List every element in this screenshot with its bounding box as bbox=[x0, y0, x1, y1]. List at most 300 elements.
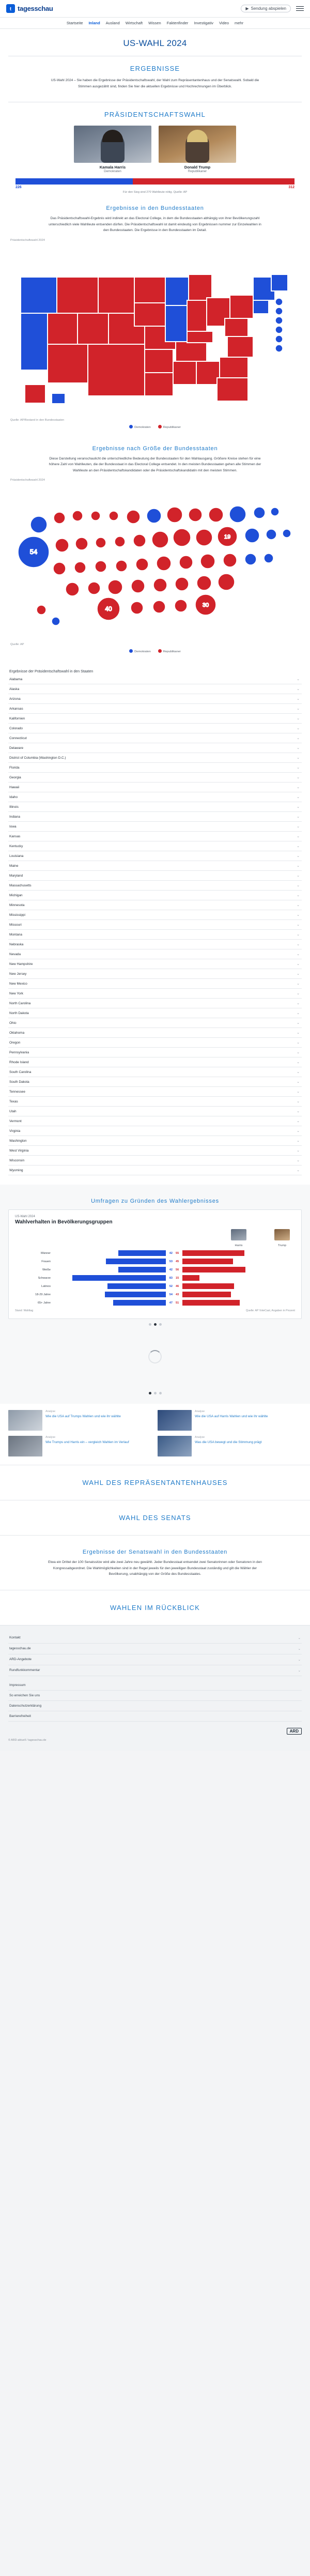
survey-kicker: US-Wahl 2024 bbox=[15, 1215, 35, 1219]
state-row-label: Virginia bbox=[9, 1129, 21, 1133]
teaser-meta: Analyse bbox=[45, 1436, 56, 1439]
teaser-item[interactable] bbox=[8, 1436, 152, 1456]
state-row[interactable] bbox=[8, 989, 302, 999]
chevron-down-icon: ⌄ bbox=[297, 717, 300, 721]
state-row[interactable] bbox=[8, 832, 302, 841]
state-row[interactable] bbox=[8, 940, 302, 949]
chart-value-trump: 43 bbox=[176, 1293, 179, 1296]
chevron-down-icon: ⌄ bbox=[298, 1647, 301, 1651]
cartogram-heading: Ergebnisse nach Größe der Bundesstaaten bbox=[92, 445, 218, 452]
chart-row bbox=[15, 1266, 295, 1273]
state-row-label: North Dakota bbox=[9, 1011, 29, 1015]
teaser-item[interactable] bbox=[8, 1410, 152, 1431]
state-row[interactable] bbox=[8, 1077, 302, 1087]
chevron-down-icon: ⌄ bbox=[297, 746, 300, 750]
state-row[interactable] bbox=[8, 773, 302, 783]
carousel-dot-2[interactable] bbox=[154, 1392, 157, 1394]
state-row-label: Massachusetts bbox=[9, 883, 32, 887]
state-row-label: Minnesota bbox=[9, 903, 25, 907]
chevron-down-icon: ⌄ bbox=[297, 678, 300, 682]
chart-value-trump: 55 bbox=[176, 1251, 179, 1255]
elector-count-dem: 226 bbox=[16, 186, 22, 190]
state-row-label: Maine bbox=[9, 864, 19, 868]
teaser-item[interactable] bbox=[158, 1436, 302, 1456]
state-row[interactable] bbox=[8, 1097, 302, 1107]
footer-links[interactable] bbox=[8, 1680, 302, 1722]
ts-logo-icon: t bbox=[6, 4, 15, 13]
chart-foot-left: Stand: Wahltag bbox=[15, 1309, 34, 1313]
state-row-label: Arizona bbox=[9, 697, 21, 701]
teaser-thumb-4 bbox=[158, 1436, 192, 1456]
legend-rep: Republikaner bbox=[158, 425, 181, 429]
chevron-down-icon: ⌄ bbox=[297, 776, 300, 780]
state-row-label: Florida bbox=[9, 765, 20, 770]
state-row-label: Montana bbox=[9, 932, 22, 937]
chart-row-label: Frauen bbox=[41, 1260, 51, 1263]
nav-item-2[interactable]: Ausland bbox=[105, 21, 120, 25]
state-row-label: Arkansas bbox=[9, 707, 23, 711]
candidate-party: Republikaner bbox=[188, 170, 207, 174]
chevron-down-icon: ⌄ bbox=[297, 815, 300, 819]
state-row-label: Alabama bbox=[9, 677, 23, 681]
teaser-grid bbox=[0, 1404, 310, 1465]
state-row-label: Tennessee bbox=[9, 1090, 25, 1094]
chart-bar-harris bbox=[118, 1267, 166, 1272]
chevron-down-icon: ⌄ bbox=[297, 1061, 300, 1065]
state-row[interactable] bbox=[8, 1067, 302, 1077]
chevron-down-icon: ⌄ bbox=[297, 874, 300, 878]
state-row-label: Nebraska bbox=[9, 942, 24, 946]
chevron-down-icon: ⌄ bbox=[297, 1011, 300, 1016]
chevron-down-icon: ⌄ bbox=[297, 854, 300, 858]
carousel-dot-3[interactable] bbox=[159, 1392, 162, 1394]
chevron-down-icon: ⌄ bbox=[297, 756, 300, 760]
chart-row-label: 65+ Jahre bbox=[37, 1301, 51, 1305]
map-subtitle: Präsidentschaftswahl 2024 bbox=[10, 238, 45, 242]
state-row-label: Utah bbox=[9, 1109, 17, 1113]
cartogram-source: Quelle: AP bbox=[10, 643, 24, 647]
chevron-down-icon: ⌄ bbox=[297, 1159, 300, 1163]
state-row[interactable] bbox=[8, 1048, 302, 1057]
chart-bar-trump bbox=[182, 1275, 199, 1281]
chart-bar-harris bbox=[107, 1283, 166, 1289]
state-row-label: Mississippi bbox=[9, 913, 25, 917]
chart-row-label: Schwarze bbox=[38, 1276, 51, 1280]
map-legend bbox=[8, 425, 302, 429]
state-row-label: Missouri bbox=[9, 923, 22, 927]
results-intro-text: US-Wahl 2024 – Sie haben die Ergebnisse der Präsidentschaftswahl, der Wahl zum Repräsentantenhaus und der Senatswahl. Sobald die Stimmen ausgezählt sind, finden Sie hier die aktuellen Ergebnisse und Hochrechnungen im Überblick. bbox=[51, 79, 259, 88]
page-title: US-WAHL 2024 bbox=[123, 38, 187, 48]
state-row[interactable] bbox=[8, 861, 302, 871]
chevron-down-icon: ⌄ bbox=[297, 953, 300, 957]
chart-bar-trump bbox=[182, 1283, 234, 1289]
svg-text:19: 19 bbox=[224, 534, 231, 541]
state-row-label: Louisiana bbox=[9, 854, 24, 858]
footer-link-label: Barrierefreiheit bbox=[9, 1714, 31, 1718]
chart-value-trump: 45 bbox=[176, 1260, 179, 1263]
chevron-down-icon: ⌄ bbox=[297, 795, 300, 800]
teaser-item[interactable] bbox=[158, 1410, 302, 1431]
state-row-label: Ohio bbox=[9, 1021, 17, 1025]
chevron-down-icon: ⌄ bbox=[297, 884, 300, 888]
elector-bar-dem bbox=[16, 178, 133, 185]
candidate-party: Demokraten bbox=[104, 170, 121, 174]
state-row-label: Connecticut bbox=[9, 736, 27, 740]
chevron-down-icon: ⌄ bbox=[297, 1129, 300, 1133]
chart-row bbox=[15, 1283, 295, 1290]
play-icon: ▶ bbox=[245, 6, 249, 11]
chevron-down-icon: ⌄ bbox=[297, 894, 300, 898]
svg-text:54: 54 bbox=[29, 548, 38, 556]
footer-link-row[interactable] bbox=[8, 1701, 302, 1711]
chevron-down-icon: ⌄ bbox=[298, 1668, 301, 1673]
carousel-dot-3[interactable] bbox=[159, 1323, 162, 1326]
state-row-label: Wyoming bbox=[9, 1168, 23, 1172]
state-row[interactable] bbox=[8, 841, 302, 851]
chart-value-harris: 42 bbox=[169, 1268, 173, 1271]
state-row[interactable] bbox=[8, 714, 302, 724]
state-row[interactable] bbox=[8, 1166, 302, 1175]
elector-bar-caption: Für den Sieg sind 270 Wahlleute nötig. Quelle: AP bbox=[122, 191, 188, 194]
senate-results-text: Etwa ein Drittel der 100 Senatssitze wird alle zwei Jahre neu gewählt. Jeder Bundesstaat entsendet zwei Senatorinnen oder Senatoren in den Kongressabgeordnet. Die Wahlmöglichkeiten sind in der Regel jeweils für den jeweiligen Bundesstaat zuständig und gilt die Wähler der Bevölkerung, unabhängig von der Größe des Bundesstaates. bbox=[48, 1560, 262, 1576]
teaser-meta: Analyse bbox=[195, 1410, 205, 1414]
state-row[interactable] bbox=[8, 1028, 302, 1038]
state-row-label: New Jersey bbox=[9, 972, 27, 976]
main-navigation[interactable] bbox=[0, 18, 310, 29]
harris-portrait bbox=[74, 126, 151, 163]
state-row[interactable] bbox=[8, 684, 302, 694]
footer-link-label: So erreichen Sie uns bbox=[9, 1693, 40, 1697]
nav-item-6[interactable]: Investigativ bbox=[194, 21, 213, 25]
state-row[interactable] bbox=[8, 792, 302, 802]
loading-area bbox=[8, 1326, 302, 1388]
state-row[interactable] bbox=[8, 930, 302, 940]
house-section-heading: WAHL DES REPRÄSENTANTENHAUSES bbox=[0, 1465, 310, 1500]
chart-value-harris: 42 bbox=[169, 1251, 173, 1255]
state-row[interactable] bbox=[8, 881, 302, 891]
state-row[interactable] bbox=[8, 871, 302, 881]
legend-dem: Demokraten bbox=[129, 425, 151, 429]
chevron-down-icon: ⌄ bbox=[297, 1041, 300, 1045]
state-row[interactable] bbox=[8, 910, 302, 920]
state-row[interactable] bbox=[8, 920, 302, 930]
footer-row-label: tagesschau.de bbox=[9, 1647, 31, 1651]
state-row-label: Kansas bbox=[9, 834, 21, 838]
carousel-dot-1[interactable] bbox=[149, 1323, 151, 1326]
chevron-down-icon: ⌄ bbox=[297, 972, 300, 976]
chart-foot-right: Quelle: AP VoteCast, Angaben in Prozent bbox=[245, 1309, 295, 1313]
state-row[interactable] bbox=[8, 1087, 302, 1097]
chart-bar-harris bbox=[106, 1259, 166, 1264]
footer-link-label: Impressum bbox=[9, 1683, 26, 1687]
candidate-name: Kamala Harris bbox=[99, 165, 126, 170]
chevron-down-icon: ⌄ bbox=[297, 687, 300, 692]
chevron-down-icon: ⌄ bbox=[297, 737, 300, 741]
chart-row-label: Weiße bbox=[42, 1268, 51, 1271]
state-row[interactable] bbox=[8, 1126, 302, 1136]
state-row-label: Illinois bbox=[9, 805, 19, 809]
candidate-trump[interactable] bbox=[159, 126, 236, 173]
chevron-down-icon: ⌄ bbox=[297, 697, 300, 701]
footer-brand-row bbox=[8, 1728, 302, 1735]
footer-link-row[interactable] bbox=[8, 1680, 302, 1691]
state-results-block bbox=[0, 197, 310, 438]
survey-heading: Umfragen zu Gründen des Wahlergebnisses bbox=[91, 1198, 219, 1205]
chart-row-label: Latinos bbox=[41, 1284, 51, 1288]
footer-link-row[interactable] bbox=[8, 1711, 302, 1722]
state-row[interactable] bbox=[8, 1018, 302, 1028]
teaser-title[interactable]: Was die USA bewegt und die Stimmung prägt bbox=[195, 1440, 262, 1445]
state-row[interactable] bbox=[8, 999, 302, 1008]
state-row[interactable] bbox=[8, 1107, 302, 1116]
legend-rep: Republikaner bbox=[158, 649, 181, 653]
state-row[interactable] bbox=[8, 1008, 302, 1018]
cartogram-subtitle: Präsidentschaftswahl 2024 bbox=[10, 479, 45, 482]
footer-row-label: Kontakt bbox=[9, 1636, 21, 1640]
carousel-dots-secondary[interactable] bbox=[8, 1392, 302, 1394]
chart-value-trump: 15 bbox=[176, 1276, 179, 1280]
chevron-down-icon: ⌄ bbox=[297, 845, 300, 849]
state-row-label: District of Columbia (Washington D.C.) bbox=[9, 756, 66, 760]
state-row[interactable] bbox=[8, 891, 302, 900]
play-broadcast-button[interactable] bbox=[241, 5, 291, 12]
chevron-down-icon: ⌄ bbox=[297, 982, 300, 986]
chevron-down-icon: ⌄ bbox=[297, 923, 300, 927]
site-footer bbox=[0, 1625, 310, 1751]
teaser-title[interactable]: Wie die USA auf Trumps Wahlen und wie ihr wählte bbox=[45, 1415, 121, 1419]
copyright: © ARD-aktuell / tagesschau.de bbox=[8, 1738, 47, 1742]
chevron-down-icon: ⌄ bbox=[298, 1658, 301, 1662]
state-row-label: Texas bbox=[9, 1099, 18, 1103]
chart-value-harris: 53 bbox=[169, 1260, 173, 1263]
chevron-down-icon: ⌄ bbox=[297, 786, 300, 790]
logo-label: tagesschau bbox=[18, 5, 53, 12]
chart-row bbox=[15, 1275, 295, 1281]
trump-portrait bbox=[159, 126, 236, 163]
teaser-title[interactable]: Wie Trumps und Harris ein – vergleich Wahlen im Verlauf bbox=[45, 1440, 129, 1445]
chevron-down-icon: ⌄ bbox=[297, 1149, 300, 1153]
teaser-thumb-1 bbox=[8, 1410, 42, 1431]
state-row-label: Nevada bbox=[9, 952, 21, 956]
state-row-label: New Hampshire bbox=[9, 962, 33, 966]
hamburger-menu-icon[interactable] bbox=[296, 6, 304, 11]
state-row-label: Pennsylvania bbox=[9, 1050, 29, 1054]
footer-link-row[interactable] bbox=[8, 1691, 302, 1701]
chart-bar-trump bbox=[182, 1300, 240, 1306]
chevron-down-icon: ⌄ bbox=[298, 1636, 301, 1640]
presidential-heading: PRÄSIDENTSCHAFTSWAHL bbox=[104, 111, 206, 119]
chevron-down-icon: ⌄ bbox=[297, 1080, 300, 1084]
chart-row-label: Männer bbox=[41, 1251, 51, 1255]
state-row[interactable] bbox=[8, 1057, 302, 1067]
teaser-thumb-2 bbox=[158, 1410, 192, 1431]
candidate-row bbox=[8, 124, 302, 173]
state-row-label: Oregon bbox=[9, 1040, 21, 1045]
results-heading: ERGEBNISSE bbox=[130, 65, 180, 72]
elector-count-rep: 312 bbox=[288, 186, 295, 190]
state-row-label: Wisconsin bbox=[9, 1158, 25, 1162]
state-row[interactable] bbox=[8, 1116, 302, 1126]
state-row[interactable] bbox=[8, 1038, 302, 1048]
teaser-thumb-3 bbox=[8, 1436, 42, 1456]
chart-row bbox=[15, 1250, 295, 1256]
state-row[interactable] bbox=[8, 1136, 302, 1146]
chevron-down-icon: ⌄ bbox=[297, 913, 300, 917]
retrospective-section-heading: WAHLEN IM RÜCKBLICK bbox=[0, 1590, 310, 1625]
state-row[interactable] bbox=[8, 979, 302, 989]
survey-card bbox=[8, 1209, 302, 1319]
chevron-down-icon: ⌄ bbox=[297, 1169, 300, 1173]
senate-section-heading: WAHL DES SENATS bbox=[0, 1500, 310, 1535]
chart-bar-trump bbox=[182, 1267, 245, 1272]
nav-item-0[interactable]: Startseite bbox=[66, 21, 83, 25]
chart-bar-trump bbox=[182, 1259, 233, 1264]
chart-value-harris: 52 bbox=[169, 1284, 173, 1288]
chevron-down-icon: ⌄ bbox=[297, 1110, 300, 1114]
state-row[interactable] bbox=[8, 694, 302, 704]
state-accordion-section bbox=[0, 670, 310, 1185]
nav-item-3[interactable]: Wirtschaft bbox=[125, 21, 143, 25]
teaser-meta: Analyse bbox=[195, 1436, 205, 1439]
ard-logo[interactable]: ARD bbox=[287, 1728, 302, 1735]
footer-accordion-row[interactable] bbox=[8, 1665, 302, 1676]
chart-header-trump: Trump bbox=[272, 1229, 292, 1248]
chevron-down-icon: ⌄ bbox=[297, 933, 300, 937]
state-row-label: West Virginia bbox=[9, 1148, 29, 1153]
chevron-down-icon: ⌄ bbox=[297, 1139, 300, 1143]
chart-column-headers bbox=[15, 1229, 295, 1248]
chart-header-harris: Harris bbox=[229, 1229, 249, 1248]
chart-bar-harris bbox=[118, 1250, 166, 1256]
state-row-label: South Dakota bbox=[9, 1080, 29, 1084]
state-row[interactable] bbox=[8, 900, 302, 910]
footer-accordion-row[interactable] bbox=[8, 1654, 302, 1665]
chart-value-harris: 83 bbox=[169, 1276, 173, 1280]
elector-bar-values bbox=[16, 186, 295, 189]
chevron-down-icon: ⌄ bbox=[297, 1051, 300, 1055]
cartogram-legend bbox=[8, 649, 302, 653]
state-results-text: Das Präsidentschaftswahl-Ergebnis wird indirekt an das Electoral College, in dem die Bundesstaaten abhängig von ihrer Bevölkerungszahl unterschiedlich viele Wahlleute entsenden dürfen. Die Präsidentschaftswahl ist damit eindeutig von Ergebnissen nummer zur Einzelwahlen in den Bundesstaaten. Die Ergebnisse in den Bundesstaaten im Detail. bbox=[49, 217, 261, 233]
chevron-down-icon: ⌄ bbox=[297, 1120, 300, 1124]
state-row-label: Georgia bbox=[9, 775, 21, 779]
state-row[interactable] bbox=[8, 1146, 302, 1156]
state-row[interactable] bbox=[8, 959, 302, 969]
nav-item-5[interactable]: Faktenfinder bbox=[166, 21, 189, 25]
senate-results-heading: Ergebnisse der Senatswahl in den Bundesstaaten bbox=[82, 1549, 228, 1556]
state-list[interactable] bbox=[8, 674, 302, 1175]
logo-text bbox=[18, 5, 53, 12]
harris-thumb-icon bbox=[231, 1229, 246, 1240]
senate-results-block bbox=[0, 1535, 310, 1590]
chevron-down-icon: ⌄ bbox=[297, 805, 300, 809]
chart-bar-trump bbox=[182, 1292, 231, 1297]
chart-value-trump: 46 bbox=[176, 1284, 179, 1288]
state-row[interactable] bbox=[8, 783, 302, 792]
state-row-label: New Mexico bbox=[9, 982, 27, 986]
state-row[interactable] bbox=[8, 753, 302, 763]
cartogram-block bbox=[0, 438, 310, 663]
results-section bbox=[0, 56, 310, 102]
presidential-section bbox=[0, 102, 310, 197]
teaser-title[interactable]: Wie die USA auf Harris Wahlen und wie ihr wählte bbox=[195, 1415, 268, 1419]
footer-link-label: Datenschutzerklärung bbox=[9, 1704, 42, 1708]
chevron-down-icon: ⌄ bbox=[297, 1031, 300, 1035]
state-row[interactable] bbox=[8, 674, 302, 684]
legend-dem: Demokraten bbox=[129, 649, 151, 653]
state-row[interactable] bbox=[8, 704, 302, 714]
elector-bar-rep bbox=[133, 178, 295, 185]
carousel-dot-1[interactable] bbox=[149, 1392, 151, 1394]
state-row[interactable] bbox=[8, 822, 302, 832]
footer-accordion-row[interactable] bbox=[8, 1644, 302, 1654]
state-row-label: Kalifornien bbox=[9, 716, 25, 720]
state-row[interactable] bbox=[8, 949, 302, 959]
state-row[interactable] bbox=[8, 812, 302, 822]
teaser-meta: Analyse bbox=[45, 1410, 56, 1414]
elector-bar bbox=[16, 178, 295, 185]
state-row[interactable] bbox=[8, 969, 302, 979]
state-row-label: Indiana bbox=[9, 815, 20, 819]
loading-spinner-icon bbox=[148, 1350, 162, 1363]
chevron-down-icon: ⌄ bbox=[297, 1090, 300, 1094]
state-row-label: Michigan bbox=[9, 893, 23, 897]
footer-accordion[interactable] bbox=[8, 1633, 302, 1676]
chart-value-harris: 47 bbox=[169, 1301, 173, 1305]
chevron-down-icon: ⌄ bbox=[297, 1002, 300, 1006]
map-source: Quelle: AP/Bestand in den Bundesstaaten bbox=[10, 418, 65, 422]
footer-accordion-row[interactable] bbox=[8, 1633, 302, 1644]
nav-item-7[interactable]: Video bbox=[219, 21, 229, 25]
chevron-down-icon: ⌄ bbox=[297, 766, 300, 770]
chevron-down-icon: ⌄ bbox=[297, 943, 300, 947]
chevron-down-icon: ⌄ bbox=[297, 864, 300, 868]
state-row[interactable] bbox=[8, 763, 302, 773]
chart-bar-harris bbox=[105, 1292, 166, 1297]
state-row-label: Washington bbox=[9, 1139, 27, 1143]
state-row[interactable] bbox=[8, 851, 302, 861]
carousel-dot-2[interactable] bbox=[154, 1323, 157, 1326]
nav-item-8[interactable]: mehr bbox=[235, 21, 244, 25]
chevron-down-icon: ⌄ bbox=[297, 903, 300, 908]
chart-value-harris: 54 bbox=[169, 1293, 173, 1296]
nav-item-4[interactable]: Wissen bbox=[148, 21, 161, 25]
state-row-label: Idaho bbox=[9, 795, 18, 799]
footer-row-label: ARD-Angebote bbox=[9, 1658, 32, 1662]
state-row-label: Maryland bbox=[9, 873, 23, 878]
us-choropleth-map[interactable] bbox=[8, 246, 302, 417]
us-cartogram-map[interactable] bbox=[8, 486, 302, 641]
state-row-label: Colorado bbox=[9, 726, 23, 730]
chevron-down-icon: ⌄ bbox=[297, 992, 300, 996]
candidate-harris[interactable] bbox=[74, 126, 151, 173]
chart-value-trump: 56 bbox=[176, 1268, 179, 1271]
chevron-down-icon: ⌄ bbox=[297, 962, 300, 967]
chart-value-trump: 51 bbox=[176, 1301, 179, 1305]
chevron-down-icon: ⌄ bbox=[297, 1070, 300, 1075]
nav-item-1[interactable]: Inland bbox=[88, 21, 100, 25]
state-row[interactable] bbox=[8, 802, 302, 812]
state-row[interactable] bbox=[8, 724, 302, 733]
chevron-down-icon: ⌄ bbox=[297, 727, 300, 731]
state-row-label: North Carolina bbox=[9, 1001, 31, 1005]
state-row[interactable] bbox=[8, 733, 302, 743]
chart-bar-trump bbox=[182, 1250, 244, 1256]
survey-bar-chart bbox=[15, 1250, 295, 1306]
chart-row bbox=[15, 1291, 295, 1298]
state-row[interactable] bbox=[8, 1156, 302, 1166]
site-logo[interactable] bbox=[6, 4, 53, 13]
state-row[interactable] bbox=[8, 743, 302, 753]
